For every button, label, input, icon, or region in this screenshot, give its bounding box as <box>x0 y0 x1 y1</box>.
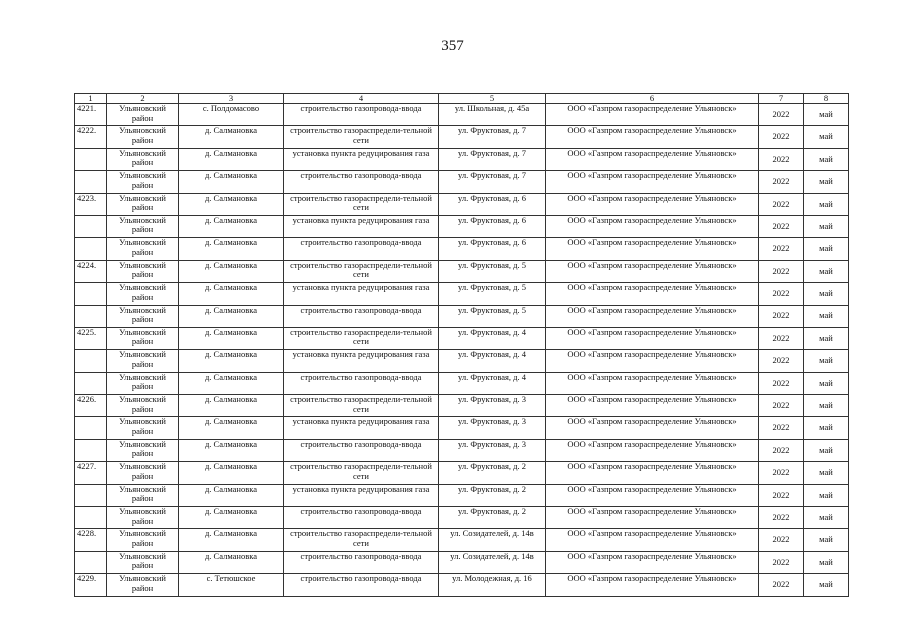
month-cell: май <box>804 171 849 193</box>
organization-cell: ООО «Газпром газораспределение Ульяновск» <box>546 551 759 573</box>
organization-cell: ООО «Газпром газораспределение Ульяновск» <box>546 171 759 193</box>
organization-cell: ООО «Газпром газораспределение Ульяновск» <box>546 260 759 282</box>
row-number-cell <box>75 238 107 260</box>
header-cell: 4 <box>284 94 439 104</box>
address-cell: ул. Фруктовая, д. 7 <box>439 148 546 170</box>
organization-cell: ООО «Газпром газораспределение Ульяновск» <box>546 215 759 237</box>
organization-cell: ООО «Газпром газораспределение Ульяновск» <box>546 484 759 506</box>
address-cell: ул. Фруктовая, д. 6 <box>439 238 546 260</box>
work-type-cell: строительство газораспредели-тельной сети <box>284 126 439 148</box>
work-type-cell: строительство газораспредели-тельной сети <box>284 529 439 551</box>
header-cell: 7 <box>759 94 804 104</box>
address-cell: ул. Фруктовая, д. 7 <box>439 171 546 193</box>
year-cell: 2022 <box>759 215 804 237</box>
row-number-cell: 4225. <box>75 327 107 349</box>
district-cell: Ульяновский район <box>107 104 179 126</box>
table-row <box>75 215 849 237</box>
district-cell: Ульяновский район <box>107 327 179 349</box>
district-cell: Ульяновский район <box>107 395 179 417</box>
locality-cell: д. Салмановка <box>179 372 284 394</box>
month-cell: май <box>804 305 849 327</box>
year-cell: 2022 <box>759 462 804 484</box>
locality-cell: д. Салмановка <box>179 417 284 439</box>
table-row <box>75 104 849 126</box>
table-row <box>75 395 849 417</box>
organization-cell: ООО «Газпром газораспределение Ульяновск» <box>546 283 759 305</box>
district-cell: Ульяновский район <box>107 126 179 148</box>
year-cell: 2022 <box>759 104 804 126</box>
address-cell: ул. Молодежная, д. 16 <box>439 574 546 596</box>
organization-cell: ООО «Газпром газораспределение Ульяновск» <box>546 327 759 349</box>
organization-cell: ООО «Газпром газораспределение Ульяновск» <box>546 350 759 372</box>
month-cell: май <box>804 484 849 506</box>
table-row <box>75 574 849 596</box>
organization-cell: ООО «Газпром газораспределение Ульяновск» <box>546 238 759 260</box>
organization-cell: ООО «Газпром газораспределение Ульяновск» <box>546 529 759 551</box>
year-cell: 2022 <box>759 126 804 148</box>
month-cell: май <box>804 529 849 551</box>
header-row <box>75 94 849 104</box>
row-number-cell <box>75 417 107 439</box>
district-cell: Ульяновский район <box>107 507 179 529</box>
month-cell: май <box>804 148 849 170</box>
month-cell: май <box>804 574 849 596</box>
row-number-cell <box>75 372 107 394</box>
table-row <box>75 439 849 461</box>
table-row <box>75 462 849 484</box>
organization-cell: ООО «Газпром газораспределение Ульяновск» <box>546 417 759 439</box>
month-cell: май <box>804 215 849 237</box>
month-cell: май <box>804 350 849 372</box>
table-row <box>75 507 849 529</box>
row-number-cell <box>75 507 107 529</box>
address-cell: ул. Фруктовая, д. 5 <box>439 305 546 327</box>
row-number-cell: 4222. <box>75 126 107 148</box>
district-cell: Ульяновский район <box>107 417 179 439</box>
organization-cell: ООО «Газпром газораспределение Ульяновск» <box>546 104 759 126</box>
row-number-cell <box>75 551 107 573</box>
district-cell: Ульяновский район <box>107 350 179 372</box>
table-row <box>75 171 849 193</box>
year-cell: 2022 <box>759 238 804 260</box>
district-cell: Ульяновский район <box>107 305 179 327</box>
organization-cell: ООО «Газпром газораспределение Ульяновск» <box>546 574 759 596</box>
year-cell: 2022 <box>759 283 804 305</box>
table-row <box>75 484 849 506</box>
works-table <box>74 93 849 597</box>
month-cell: май <box>804 507 849 529</box>
month-cell: май <box>804 283 849 305</box>
organization-cell: ООО «Газпром газораспределение Ульяновск» <box>546 148 759 170</box>
month-cell: май <box>804 417 849 439</box>
locality-cell: д. Салмановка <box>179 395 284 417</box>
table-row <box>75 238 849 260</box>
header-cell: 3 <box>179 94 284 104</box>
work-type-cell: строительство газораспредели-тельной сети <box>284 327 439 349</box>
table-row <box>75 148 849 170</box>
month-cell: май <box>804 462 849 484</box>
month-cell: май <box>804 551 849 573</box>
address-cell: ул. Фруктовая, д. 4 <box>439 372 546 394</box>
district-cell: Ульяновский район <box>107 439 179 461</box>
locality-cell: д. Салмановка <box>179 171 284 193</box>
year-cell: 2022 <box>759 439 804 461</box>
locality-cell: д. Салмановка <box>179 327 284 349</box>
row-number-cell: 4227. <box>75 462 107 484</box>
year-cell: 2022 <box>759 417 804 439</box>
row-number-cell: 4226. <box>75 395 107 417</box>
table-row <box>75 327 849 349</box>
locality-cell: д. Салмановка <box>179 462 284 484</box>
address-cell: ул. Фруктовая, д. 3 <box>439 395 546 417</box>
locality-cell: д. Салмановка <box>179 529 284 551</box>
work-type-cell: строительство газораспредели-тельной сети <box>284 395 439 417</box>
locality-cell: д. Салмановка <box>179 484 284 506</box>
address-cell: ул. Фруктовая, д. 4 <box>439 350 546 372</box>
row-number-cell <box>75 439 107 461</box>
locality-cell: д. Салмановка <box>179 507 284 529</box>
locality-cell: д. Салмановка <box>179 148 284 170</box>
table-row <box>75 260 849 282</box>
row-number-cell <box>75 484 107 506</box>
locality-cell: д. Салмановка <box>179 439 284 461</box>
locality-cell: д. Салмановка <box>179 238 284 260</box>
district-cell: Ульяновский район <box>107 462 179 484</box>
year-cell: 2022 <box>759 193 804 215</box>
table-row <box>75 193 849 215</box>
locality-cell: д. Салмановка <box>179 283 284 305</box>
address-cell: ул. Фруктовая, д. 6 <box>439 193 546 215</box>
address-cell: ул. Фруктовая, д. 3 <box>439 417 546 439</box>
year-cell: 2022 <box>759 507 804 529</box>
address-cell: ул. Фруктовая, д. 2 <box>439 484 546 506</box>
locality-cell: д. Салмановка <box>179 350 284 372</box>
year-cell: 2022 <box>759 551 804 573</box>
organization-cell: ООО «Газпром газораспределение Ульяновск» <box>546 372 759 394</box>
work-type-cell: установка пункта редуцирования газа <box>284 283 439 305</box>
organization-cell: ООО «Газпром газораспределение Ульяновск» <box>546 462 759 484</box>
row-number-cell: 4224. <box>75 260 107 282</box>
month-cell: май <box>804 104 849 126</box>
work-type-cell: установка пункта редуцирования газа <box>284 215 439 237</box>
district-cell: Ульяновский район <box>107 148 179 170</box>
row-number-cell <box>75 215 107 237</box>
table-row <box>75 529 849 551</box>
district-cell: Ульяновский район <box>107 574 179 596</box>
table-row <box>75 372 849 394</box>
district-cell: Ульяновский район <box>107 171 179 193</box>
row-number-cell: 4221. <box>75 104 107 126</box>
locality-cell: с. Полдомасово <box>179 104 284 126</box>
work-type-cell: установка пункта редуцирования газа <box>284 350 439 372</box>
year-cell: 2022 <box>759 529 804 551</box>
year-cell: 2022 <box>759 327 804 349</box>
address-cell: ул. Фруктовая, д. 5 <box>439 283 546 305</box>
locality-cell: д. Салмановка <box>179 551 284 573</box>
locality-cell: д. Салмановка <box>179 193 284 215</box>
organization-cell: ООО «Газпром газораспределение Ульяновск» <box>546 126 759 148</box>
row-number-cell: 4223. <box>75 193 107 215</box>
year-cell: 2022 <box>759 350 804 372</box>
work-type-cell: строительство газопровода-ввода <box>284 238 439 260</box>
district-cell: Ульяновский район <box>107 238 179 260</box>
year-cell: 2022 <box>759 171 804 193</box>
locality-cell: д. Салмановка <box>179 215 284 237</box>
address-cell: ул. Фруктовая, д. 3 <box>439 439 546 461</box>
district-cell: Ульяновский район <box>107 215 179 237</box>
table-row <box>75 126 849 148</box>
work-type-cell: строительство газопровода-ввода <box>284 551 439 573</box>
month-cell: май <box>804 193 849 215</box>
district-cell: Ульяновский район <box>107 529 179 551</box>
organization-cell: ООО «Газпром газораспределение Ульяновск» <box>546 507 759 529</box>
district-cell: Ульяновский район <box>107 260 179 282</box>
work-type-cell: строительство газопровода-ввода <box>284 104 439 126</box>
row-number-cell: 4228. <box>75 529 107 551</box>
table-row <box>75 350 849 372</box>
month-cell: май <box>804 126 849 148</box>
month-cell: май <box>804 238 849 260</box>
address-cell: ул. Созидателей, д. 14в <box>439 529 546 551</box>
row-number-cell <box>75 305 107 327</box>
month-cell: май <box>804 327 849 349</box>
row-number-cell <box>75 283 107 305</box>
year-cell: 2022 <box>759 574 804 596</box>
work-type-cell: строительство газораспредели-тельной сети <box>284 462 439 484</box>
year-cell: 2022 <box>759 372 804 394</box>
work-type-cell: строительство газопровода-ввода <box>284 305 439 327</box>
work-type-cell: строительство газопровода-ввода <box>284 171 439 193</box>
header-cell: 6 <box>546 94 759 104</box>
month-cell: май <box>804 260 849 282</box>
work-type-cell: строительство газопровода-ввода <box>284 574 439 596</box>
address-cell: ул. Созидателей, д. 14в <box>439 551 546 573</box>
locality-cell: д. Салмановка <box>179 126 284 148</box>
address-cell: ул. Фруктовая, д. 2 <box>439 507 546 529</box>
organization-cell: ООО «Газпром газораспределение Ульяновск» <box>546 193 759 215</box>
month-cell: май <box>804 395 849 417</box>
address-cell: ул. Фруктовая, д. 4 <box>439 327 546 349</box>
work-type-cell: строительство газораспредели-тельной сети <box>284 193 439 215</box>
header-cell: 8 <box>804 94 849 104</box>
header-cell: 1 <box>75 94 107 104</box>
month-cell: май <box>804 372 849 394</box>
work-type-cell: строительство газопровода-ввода <box>284 372 439 394</box>
work-type-cell: строительство газопровода-ввода <box>284 439 439 461</box>
work-type-cell: установка пункта редуцирования газа <box>284 417 439 439</box>
page-number: 357 <box>441 38 464 54</box>
row-number-cell <box>75 350 107 372</box>
district-cell: Ульяновский район <box>107 484 179 506</box>
month-cell: май <box>804 439 849 461</box>
year-cell: 2022 <box>759 260 804 282</box>
address-cell: ул. Фруктовая, д. 2 <box>439 462 546 484</box>
year-cell: 2022 <box>759 148 804 170</box>
header-cell: 2 <box>107 94 179 104</box>
organization-cell: ООО «Газпром газораспределение Ульяновск» <box>546 305 759 327</box>
district-cell: Ульяновский район <box>107 193 179 215</box>
year-cell: 2022 <box>759 305 804 327</box>
table-row <box>75 305 849 327</box>
work-type-cell: установка пункта редуцирования газа <box>284 148 439 170</box>
locality-cell: с. Тетюшское <box>179 574 284 596</box>
header-cell: 5 <box>439 94 546 104</box>
district-cell: Ульяновский район <box>107 372 179 394</box>
district-cell: Ульяновский район <box>107 283 179 305</box>
address-cell: ул. Фруктовая, д. 7 <box>439 126 546 148</box>
address-cell: ул. Фруктовая, д. 6 <box>439 215 546 237</box>
table-row <box>75 283 849 305</box>
row-number-cell: 4229. <box>75 574 107 596</box>
work-type-cell: установка пункта редуцирования газа <box>284 484 439 506</box>
district-cell: Ульяновский район <box>107 551 179 573</box>
table-body <box>75 94 849 597</box>
row-number-cell <box>75 148 107 170</box>
address-cell: ул. Фруктовая, д. 5 <box>439 260 546 282</box>
year-cell: 2022 <box>759 484 804 506</box>
year-cell: 2022 <box>759 395 804 417</box>
row-number-cell <box>75 171 107 193</box>
locality-cell: д. Салмановка <box>179 260 284 282</box>
table-row <box>75 551 849 573</box>
table-row <box>75 417 849 439</box>
organization-cell: ООО «Газпром газораспределение Ульяновск» <box>546 439 759 461</box>
work-type-cell: строительство газопровода-ввода <box>284 507 439 529</box>
address-cell: ул. Школьная, д. 45а <box>439 104 546 126</box>
organization-cell: ООО «Газпром газораспределение Ульяновск» <box>546 395 759 417</box>
locality-cell: д. Салмановка <box>179 305 284 327</box>
work-type-cell: строительство газораспредели-тельной сети <box>284 260 439 282</box>
